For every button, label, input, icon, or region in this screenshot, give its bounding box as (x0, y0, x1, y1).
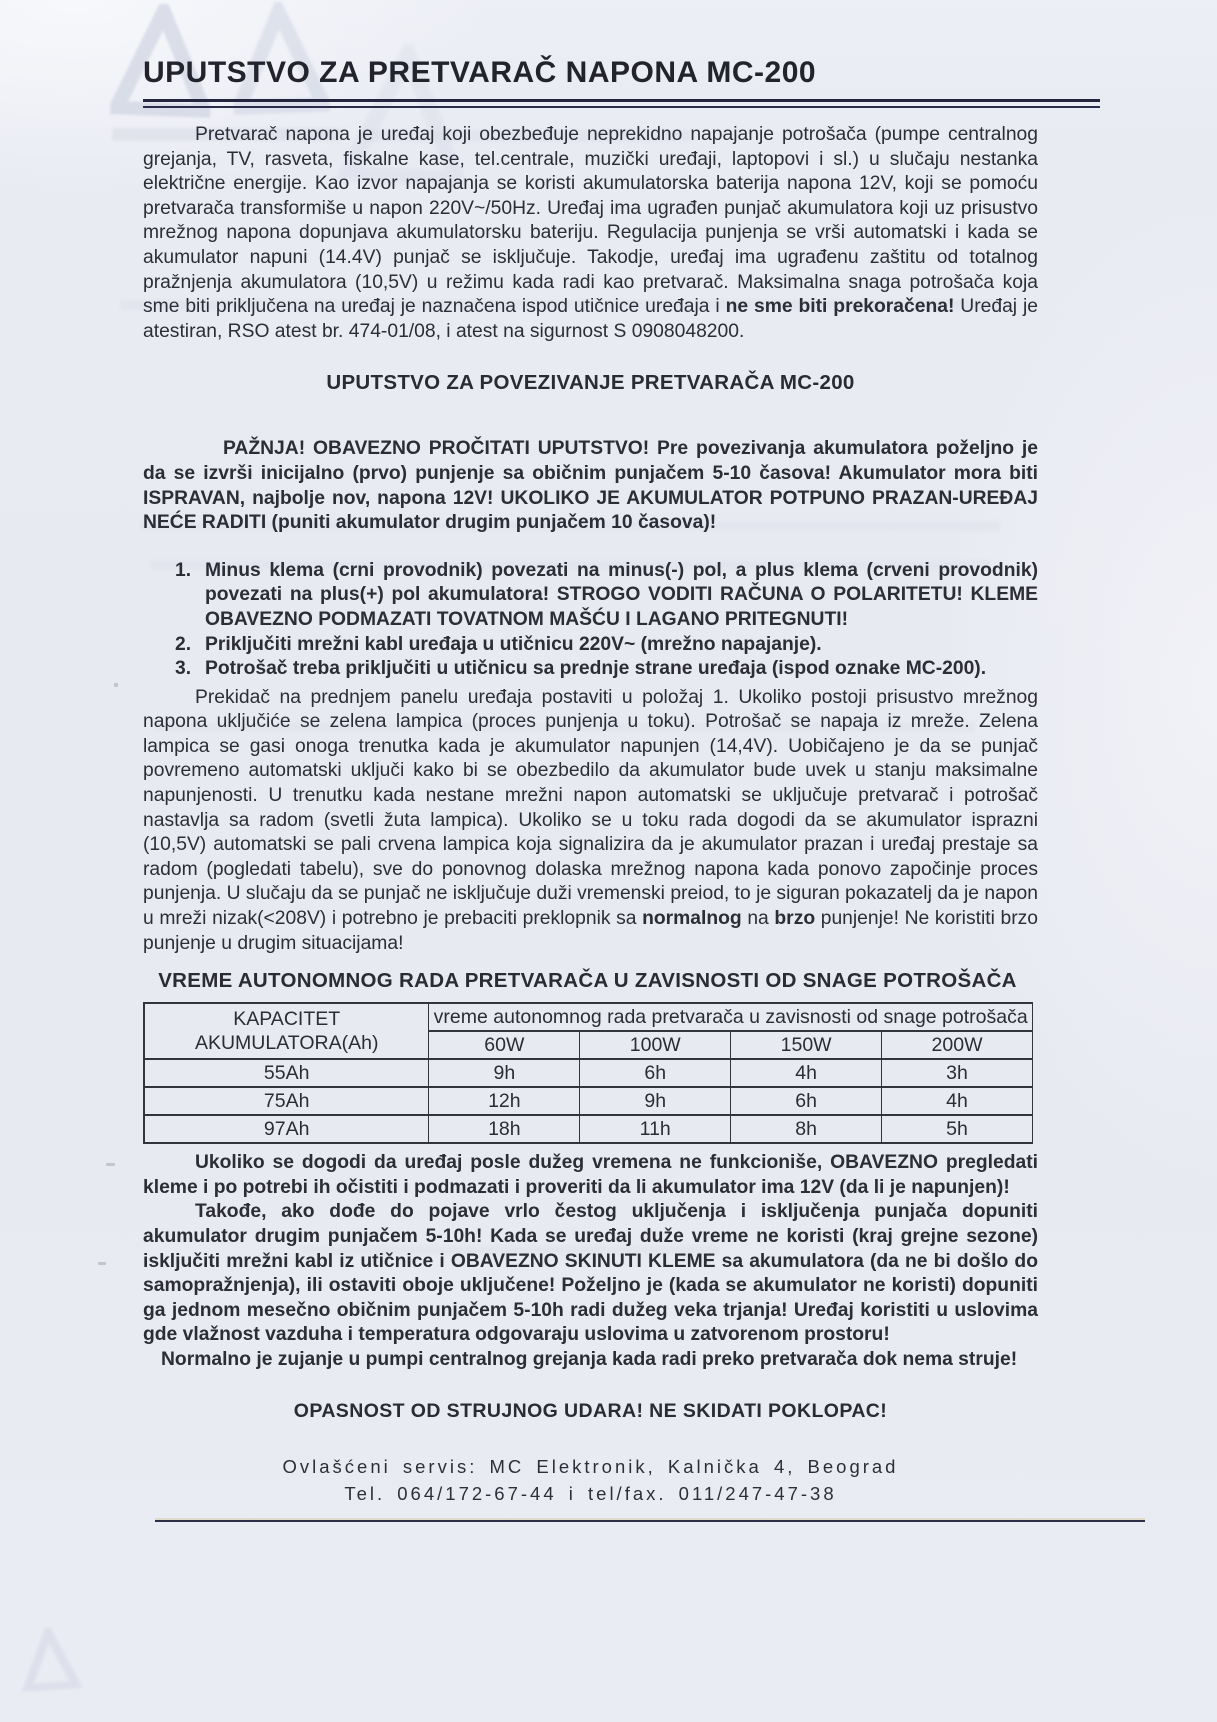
autonomy-table (143, 1002, 1033, 1144)
value-cell: 9h (580, 1087, 731, 1115)
maintenance-paragraph-1: Ukoliko se dogodi da uređaj posle dužeg vremena ne funkcioniše, OBAVEZNO pregledati kleme i po potrebi ih očistiti i podmazati i proveriti da li akumulator ima 12V (da li je napunjen)! (143, 1152, 1038, 1198)
step-text: Priključiti mrežni kabl uređaja u utičnicu 220V~ (mrežno napajanje). (205, 633, 822, 655)
value-cell: 4h (731, 1059, 882, 1087)
value-cell: 8h (731, 1115, 882, 1143)
span-header-cell: vreme autonomnog rada pretvarača u zavisnosti od snage potrošača (429, 1003, 1033, 1031)
power-header-200w: 200W (882, 1031, 1033, 1059)
power-header-100w: 100W (580, 1031, 731, 1059)
step-number: 3. (175, 658, 192, 680)
table-row (144, 1087, 1033, 1115)
step-text: Minus klema (crni provodnik) povezati na minus(-) pol, a plus klema (crveni provodnik) povezati na plus(+) pol akumulatora! STROGO VODITI RAČUNA O POLARITETU! KLEME OBAVEZNO PODMAZATI TOVATNOM MAŠĆU I LAGANO PRITEGNUTI! (205, 559, 1038, 630)
attention-paragraph: PAŽNJA! OBAVEZNO PROČITATI UPUTSTVO! Pre povezivanja akumulatora poželjno je da se izvrši inicijalno (prvo) punjenje sa običnim punjačem 5-10 časova! Akumulator mora biti ISPRAVAN, najbolje nov, napona 12V! UKOLIKO JE AKUMULATOR POTPUNO PRAZAN-UREĐAJ NEĆE RADITI (puniti akumulator drugim punjačem 10 časova)! (143, 438, 1038, 534)
connection-steps (175, 559, 1038, 682)
step-item-2 (175, 633, 1038, 658)
bottom-rule (155, 1520, 1145, 1523)
scan-speck (114, 683, 118, 687)
maintenance-paragraph-2: Takođe, ako dođe do pojave vrlo čestog uključenja i isključenja punjača dopuniti akumulator drugim punjačem 5-10h! Kada se uređaj duže vreme ne koristi (kraj grejne sezone) isključiti mrežni kabl iz utičnice i OBAVEZNO SKINUTI KLEME sa akumulatora (da ne bi došlo do samopražnjenja), ili ostaviti oboje uključene! Poželjno je (kada se akumulator ne koristi) dopuniti ga jednom mesečno običnim punjačem 5-10h radi dužeg veka trjanja! Uređaj koristiti u uslovima gde vlažnost vazduha i temperatura odgovaraju uslovima u zatvorenom prostoru! (143, 1201, 1038, 1346)
title-underline (143, 99, 1100, 108)
capacity-header-cell (144, 1003, 429, 1059)
capacity-cell: 55Ah (144, 1059, 429, 1087)
value-cell: 18h (429, 1115, 580, 1143)
value-cell: 5h (882, 1115, 1033, 1143)
scan-speck (106, 1163, 115, 1166)
value-cell: 3h (882, 1059, 1033, 1087)
ghost-logo-triangle (18, 1626, 82, 1692)
warning-line: OPASNOST OD STRUJNOG UDARA! NE SKIDATI POKLOPAC! (293, 1399, 888, 1422)
table-section-title: VREME AUTONOMNOG RADA PRETVARAČA U ZAVISNOSTI OD SNAGE POTROŠAČA (158, 969, 1017, 993)
table-header-row (144, 1003, 1033, 1031)
step-text: Potrošač treba priključiti u utičnicu sa prednje strane uređaja (ispod oznake MC-200). (205, 658, 987, 680)
value-cell: 11h (580, 1115, 731, 1143)
capacity-cell: 75Ah (144, 1087, 429, 1115)
step-item-3 (175, 657, 1038, 682)
capacity-cell: 97Ah (144, 1115, 429, 1143)
value-cell: 12h (429, 1087, 580, 1115)
intro-paragraph: Pretvarač napona je uređaj koji obezbeđuje neprekidno napajanje potrošača (pumpe centralnog grejanja, TV, rasveta, fiskalne kase, tel.centrale, muzički uređaji, laptopovi i sl.) u slučaju nestanka električne energije. Kao izvor napajanja se koristi akumulatorska baterija napona 12V, koji se pomoću pretvarača transformiše u napon 220V~/50Hz. Uređaj ima ugrađen punjač akumulatora koji uz prisustvo mrežnog napona dopunjava akumulatorsku bateriju. Regulacija punjenja se vrši automatski i kada se akumulator napuni (14.4V) punjač se isključuje. Takodje, uređaj ima ugrađenu zaštitu od totalnog pražnjenja akumulatora (10,5V) u režimu kada radi kao pretvarač. Maksimalna snaga potrošača koja sme biti priključena na uređaj je naznačena ispod utičnice uređaja i ne sme biti prekoračena! Uređaj je atestiran, RSO atest br. 474-01/08, i atest na sigurnost S 0908048200. (143, 124, 1038, 342)
service-phone: Tel. 064/172-67-44 i tel/fax. 011/247-47-38 (344, 1482, 837, 1504)
table-row (144, 1115, 1033, 1143)
hum-note: Normalno je zujanje u pumpi centralnog grejanja kada radi preko pretvarača dok nema struje! (161, 1348, 1018, 1370)
document-content (143, 0, 1038, 1522)
page-title: UPUTSTVO ZA PRETVARAČ NAPONA MC-200 (143, 56, 817, 89)
service-footer (143, 1453, 1038, 1507)
operation-paragraph: Prekidač na prednjem panelu uređaja postaviti u položaj 1. Ukoliko postoji prisustvo mrežnog napona uključiće se zelena lampica (proces punjenja u toku). Potrošač se napaja iz mreže. Zelena lampica se gasi onoga trenutka kada je akumulator napunjen (14,4V). Uobičajeno je da se punjač povremeno automatski uključi kako bi se obezbedilo da akumulator bude uvek u stanju maksimalne napunjenosti. U trenutku kada nestane mrežni napon automatski se uključuje pretvarač i potrošač nastavlja sa radom (svetli žuta lampica). Ukoliko se u toku rada dogodi da se akumulator isprazni (10,5V) automatski se pali crvena lampica koja signalizira da je akumulator prazan i uređaj prestaje sa radom (pogledati tabelu), sve do ponovnog dolaska mrežnog napona kada ponovo započinje proces punjenja. U slučaju da se punjač ne isključuje duži vremenski preiod, to je siguran pokazatelj da je napon u mreži nizak(<208V) i potrebno je prebaciti preklopnik sa normalnog na brzo punjenje! Ne koristiti brzo punjenje u drugim situacijama! (143, 686, 1038, 954)
value-cell: 4h (882, 1087, 1033, 1115)
step-number: 1. (175, 559, 192, 581)
service-address: Ovlašćeni servis: MC Elektronik, Kalnička 4, Beograd (282, 1455, 899, 1477)
value-cell: 6h (580, 1059, 731, 1087)
section-title-connection: UPUTSTVO ZA POVEZIVANJE PRETVARAČA MC-200 (326, 371, 855, 395)
step-item-1 (175, 559, 1038, 633)
power-header-60w: 60W (429, 1031, 580, 1059)
scan-speck (98, 1262, 106, 1265)
value-cell: 6h (731, 1087, 882, 1115)
capacity-header-line1: KAPACITET (233, 1008, 341, 1031)
capacity-header-line2: AKUMULATORA(Ah) (194, 1032, 379, 1055)
table-row (144, 1059, 1033, 1087)
step-number: 2. (175, 633, 192, 655)
value-cell: 9h (429, 1059, 580, 1087)
power-header-150w: 150W (731, 1031, 882, 1059)
